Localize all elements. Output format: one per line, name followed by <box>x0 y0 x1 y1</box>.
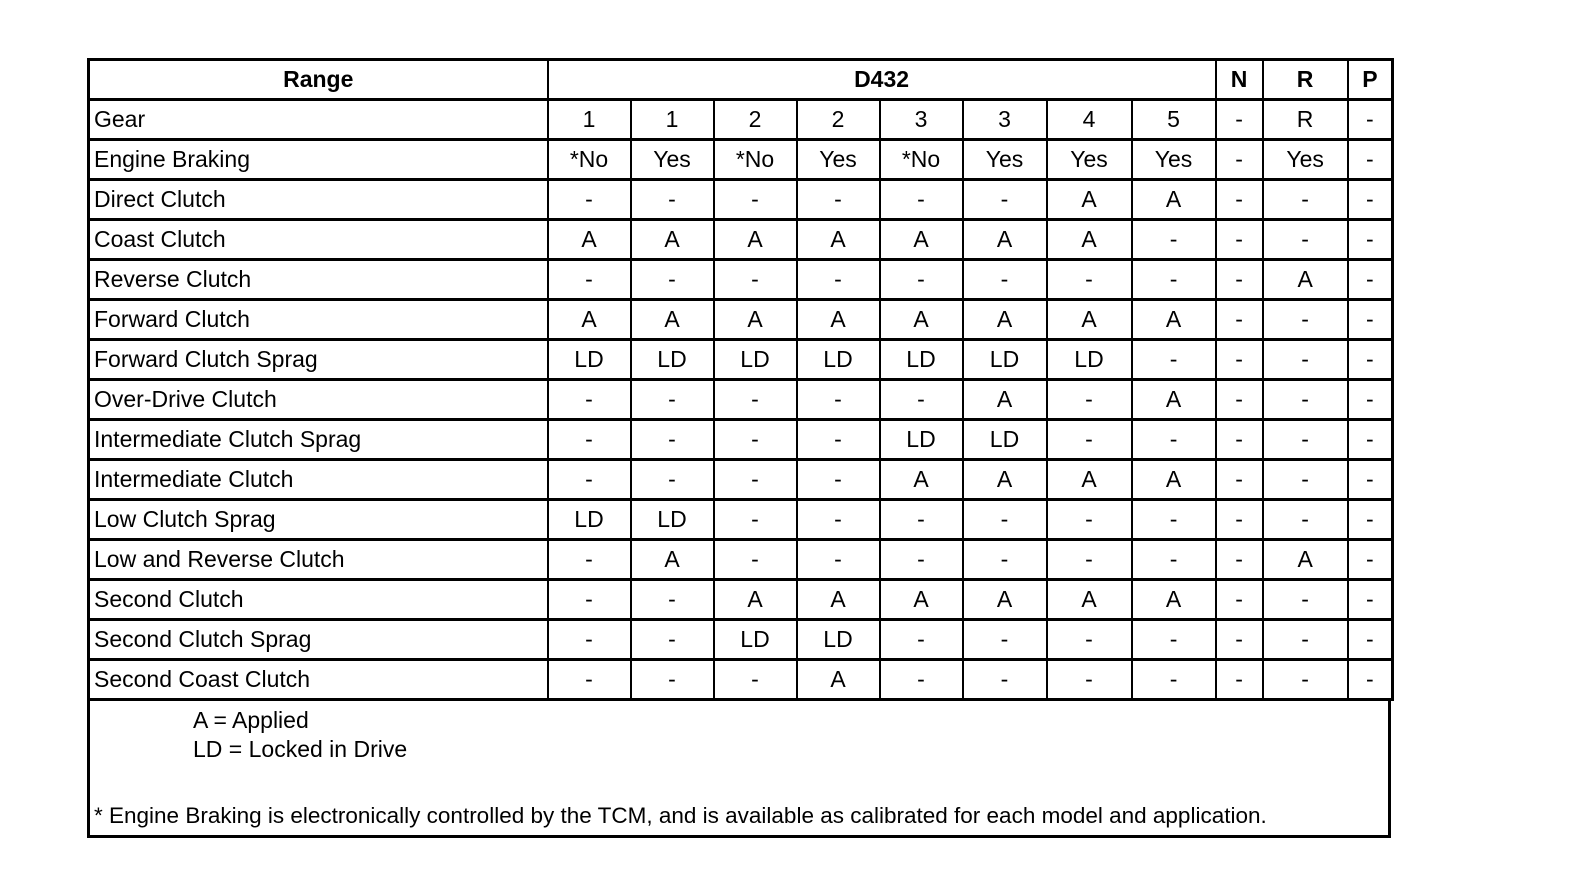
table-cell: A <box>548 220 631 260</box>
table-cell: *No <box>880 140 963 180</box>
table-cell: - <box>1348 540 1393 580</box>
table-cell: - <box>797 180 880 220</box>
table-cell: - <box>1263 180 1348 220</box>
table-cell: A <box>631 300 714 340</box>
table-cell: - <box>1216 340 1263 380</box>
table-cell: - <box>631 620 714 660</box>
legend-applied: A = Applied <box>193 707 309 733</box>
table-cell: 2 <box>714 100 797 140</box>
table-cell: Yes <box>1047 140 1132 180</box>
table-cell: A <box>1047 300 1132 340</box>
table-cell: LD <box>631 340 714 380</box>
table-cell: - <box>1263 380 1348 420</box>
table-cell: - <box>880 260 963 300</box>
table-row <box>89 380 1393 420</box>
engine-braking-footnote: * Engine Braking is electronically controlled by the TCM, and is available as calibrated for each model and application. <box>94 803 1267 828</box>
table-cell: - <box>631 380 714 420</box>
table-cell: A <box>963 300 1047 340</box>
table-cell: *No <box>548 140 631 180</box>
row-label: Intermediate Clutch <box>89 460 548 500</box>
table-cell: LD <box>797 340 880 380</box>
table-cell: A <box>1132 460 1216 500</box>
table-cell: - <box>1348 620 1393 660</box>
range-n-header: N <box>1216 60 1263 100</box>
table-cell: - <box>714 460 797 500</box>
table-cell: LD <box>797 620 880 660</box>
table-cell: - <box>1216 580 1263 620</box>
row-label: Forward Clutch Sprag <box>89 340 548 380</box>
table-cell: - <box>1348 500 1393 540</box>
table-cell: - <box>1348 220 1393 260</box>
table-cell: - <box>1132 420 1216 460</box>
table-cell: A <box>797 580 880 620</box>
table-cell: A <box>1263 260 1348 300</box>
table-cell: A <box>797 220 880 260</box>
table-cell: - <box>1263 300 1348 340</box>
table-cell: - <box>1348 180 1393 220</box>
table-cell: - <box>1216 260 1263 300</box>
table-cell: A <box>880 460 963 500</box>
table-cell: A <box>963 460 1047 500</box>
table-cell: Yes <box>1132 140 1216 180</box>
table-cell: - <box>1132 540 1216 580</box>
table-row <box>89 180 1393 220</box>
table-cell: A <box>631 540 714 580</box>
table-cell: - <box>880 180 963 220</box>
table-cell: - <box>1132 500 1216 540</box>
table-cell: - <box>963 660 1047 700</box>
table-cell: LD <box>963 420 1047 460</box>
table-cell: - <box>1132 660 1216 700</box>
table-cell: 1 <box>548 100 631 140</box>
table-cell: - <box>1132 260 1216 300</box>
table-cell: LD <box>963 340 1047 380</box>
table-cell: - <box>963 180 1047 220</box>
table-cell: 4 <box>1047 100 1132 140</box>
table-cell: LD <box>1047 340 1132 380</box>
row-label: Second Clutch <box>89 580 548 620</box>
table-row <box>89 260 1393 300</box>
row-label: Gear <box>89 100 548 140</box>
table-cell: - <box>548 420 631 460</box>
table-cell: - <box>797 500 880 540</box>
table-row <box>89 500 1393 540</box>
table-cell: LD <box>714 340 797 380</box>
table-cell: - <box>631 420 714 460</box>
table-cell: - <box>1348 300 1393 340</box>
table-cell: A <box>880 580 963 620</box>
range-header: Range <box>89 60 548 100</box>
table-cell: - <box>1216 660 1263 700</box>
table-row <box>89 220 1393 260</box>
row-label: Engine Braking <box>89 140 548 180</box>
table-cell: - <box>797 420 880 460</box>
table-cell: - <box>714 260 797 300</box>
table-cell: A <box>1263 540 1348 580</box>
table-cell: A <box>1132 300 1216 340</box>
table-cell: A <box>963 220 1047 260</box>
table-cell: A <box>548 300 631 340</box>
row-label: Intermediate Clutch Sprag <box>89 420 548 460</box>
table-cell: A <box>1047 180 1132 220</box>
application-table <box>87 58 1394 701</box>
table-cell: A <box>1132 180 1216 220</box>
table-cell: - <box>880 540 963 580</box>
table-cell: - <box>1263 420 1348 460</box>
table-cell: - <box>1216 180 1263 220</box>
table-row <box>89 300 1393 340</box>
table-cell: - <box>714 380 797 420</box>
table-cell: Yes <box>963 140 1047 180</box>
table-cell: - <box>1216 420 1263 460</box>
table-cell: - <box>880 500 963 540</box>
table-cell: - <box>1216 300 1263 340</box>
table-row <box>89 340 1393 380</box>
table-cell: A <box>1047 580 1132 620</box>
table-cell: Yes <box>631 140 714 180</box>
table-cell: LD <box>631 500 714 540</box>
table-cell: - <box>548 180 631 220</box>
table-cell: - <box>1216 100 1263 140</box>
row-label: Over-Drive Clutch <box>89 380 548 420</box>
table-row <box>89 420 1393 460</box>
table-cell: - <box>963 260 1047 300</box>
table-cell: R <box>1263 100 1348 140</box>
table-cell: A <box>797 300 880 340</box>
table-cell: A <box>963 580 1047 620</box>
table-cell: A <box>714 580 797 620</box>
table-cell: - <box>1348 140 1393 180</box>
table-cell: *No <box>714 140 797 180</box>
table-cell: - <box>714 500 797 540</box>
table-cell: - <box>714 660 797 700</box>
table-cell: - <box>1047 540 1132 580</box>
table-cell: - <box>1263 660 1348 700</box>
table-cell: A <box>714 300 797 340</box>
table-cell: - <box>1263 500 1348 540</box>
table-cell: - <box>1348 580 1393 620</box>
range-d432-header: D432 <box>548 60 1216 100</box>
table-cell: - <box>963 540 1047 580</box>
table-cell: - <box>1047 660 1132 700</box>
table-cell: - <box>548 260 631 300</box>
table-cell: - <box>631 660 714 700</box>
row-label: Reverse Clutch <box>89 260 548 300</box>
table-cell: - <box>1132 620 1216 660</box>
table-cell: Yes <box>797 140 880 180</box>
table-cell: - <box>548 620 631 660</box>
table-cell: - <box>631 460 714 500</box>
table-cell: - <box>797 460 880 500</box>
table-cell: A <box>797 660 880 700</box>
table-cell: - <box>714 540 797 580</box>
table-cell: - <box>548 380 631 420</box>
table-cell: - <box>880 380 963 420</box>
table-cell: A <box>1132 580 1216 620</box>
table-cell: - <box>548 660 631 700</box>
table-cell: - <box>548 540 631 580</box>
table-cell: Yes <box>1263 140 1348 180</box>
table-cell: 3 <box>963 100 1047 140</box>
range-header-row <box>89 60 1393 100</box>
row-label: Low and Reverse Clutch <box>89 540 548 580</box>
table-cell: - <box>797 380 880 420</box>
table-cell: A <box>1132 380 1216 420</box>
table-row <box>89 580 1393 620</box>
table-cell: - <box>1216 540 1263 580</box>
gear-row <box>89 100 1393 140</box>
table-cell: A <box>714 220 797 260</box>
table-cell: A <box>880 220 963 260</box>
table-cell: - <box>963 500 1047 540</box>
table-cell: - <box>1263 580 1348 620</box>
range-p-header: P <box>1348 60 1393 100</box>
table-cell: - <box>714 180 797 220</box>
table-cell: LD <box>548 340 631 380</box>
table-cell: - <box>1263 340 1348 380</box>
table-cell: - <box>963 620 1047 660</box>
legend-locked: LD = Locked in Drive <box>193 736 408 762</box>
row-label: Second Clutch Sprag <box>89 620 548 660</box>
table-cell: - <box>714 420 797 460</box>
table-cell: - <box>1047 420 1132 460</box>
table-cell: - <box>1047 260 1132 300</box>
table-cell: - <box>548 580 631 620</box>
table-cell: - <box>1216 380 1263 420</box>
row-label: Forward Clutch <box>89 300 548 340</box>
row-label: Coast Clutch <box>89 220 548 260</box>
table-cell: - <box>631 260 714 300</box>
table-cell: - <box>797 540 880 580</box>
legend-box <box>87 701 1391 838</box>
table-cell: - <box>1132 340 1216 380</box>
table-cell: - <box>1348 260 1393 300</box>
table-cell: - <box>1263 620 1348 660</box>
table-cell: - <box>880 620 963 660</box>
table-cell: 2 <box>797 100 880 140</box>
table-cell: 5 <box>1132 100 1216 140</box>
table-cell: A <box>631 220 714 260</box>
table-row <box>89 660 1393 700</box>
table-row <box>89 540 1393 580</box>
table-cell: - <box>1216 140 1263 180</box>
table-cell: 3 <box>880 100 963 140</box>
table-cell: - <box>1348 660 1393 700</box>
table-cell: - <box>1047 500 1132 540</box>
table-cell: A <box>880 300 963 340</box>
table-cell: LD <box>714 620 797 660</box>
clutch-application-chart <box>87 58 1391 838</box>
table-cell: LD <box>880 340 963 380</box>
table-cell: - <box>1216 620 1263 660</box>
table-row <box>89 460 1393 500</box>
table-cell: LD <box>880 420 963 460</box>
table-cell: - <box>1216 460 1263 500</box>
table-body <box>89 100 1393 700</box>
table-cell: A <box>1047 220 1132 260</box>
table-row <box>89 620 1393 660</box>
table-row <box>89 140 1393 180</box>
table-cell: - <box>1263 220 1348 260</box>
table-cell: - <box>1263 460 1348 500</box>
table-cell: - <box>1132 220 1216 260</box>
table-cell: - <box>797 260 880 300</box>
table-cell: - <box>1348 380 1393 420</box>
table-cell: - <box>631 180 714 220</box>
table-cell: - <box>1348 100 1393 140</box>
row-label: Second Coast Clutch <box>89 660 548 700</box>
table-cell: - <box>631 580 714 620</box>
table-cell: - <box>880 660 963 700</box>
table-cell: - <box>1348 460 1393 500</box>
table-cell: 1 <box>631 100 714 140</box>
table-cell: - <box>1047 380 1132 420</box>
table-cell: - <box>1348 420 1393 460</box>
row-label: Low Clutch Sprag <box>89 500 548 540</box>
table-cell: - <box>1216 220 1263 260</box>
table-cell: A <box>963 380 1047 420</box>
table-cell: - <box>1348 340 1393 380</box>
table-cell: - <box>1047 620 1132 660</box>
table-cell: - <box>548 460 631 500</box>
table-cell: LD <box>548 500 631 540</box>
table-cell: A <box>1047 460 1132 500</box>
row-label: Direct Clutch <box>89 180 548 220</box>
table-cell: - <box>1216 500 1263 540</box>
range-r-header: R <box>1263 60 1348 100</box>
